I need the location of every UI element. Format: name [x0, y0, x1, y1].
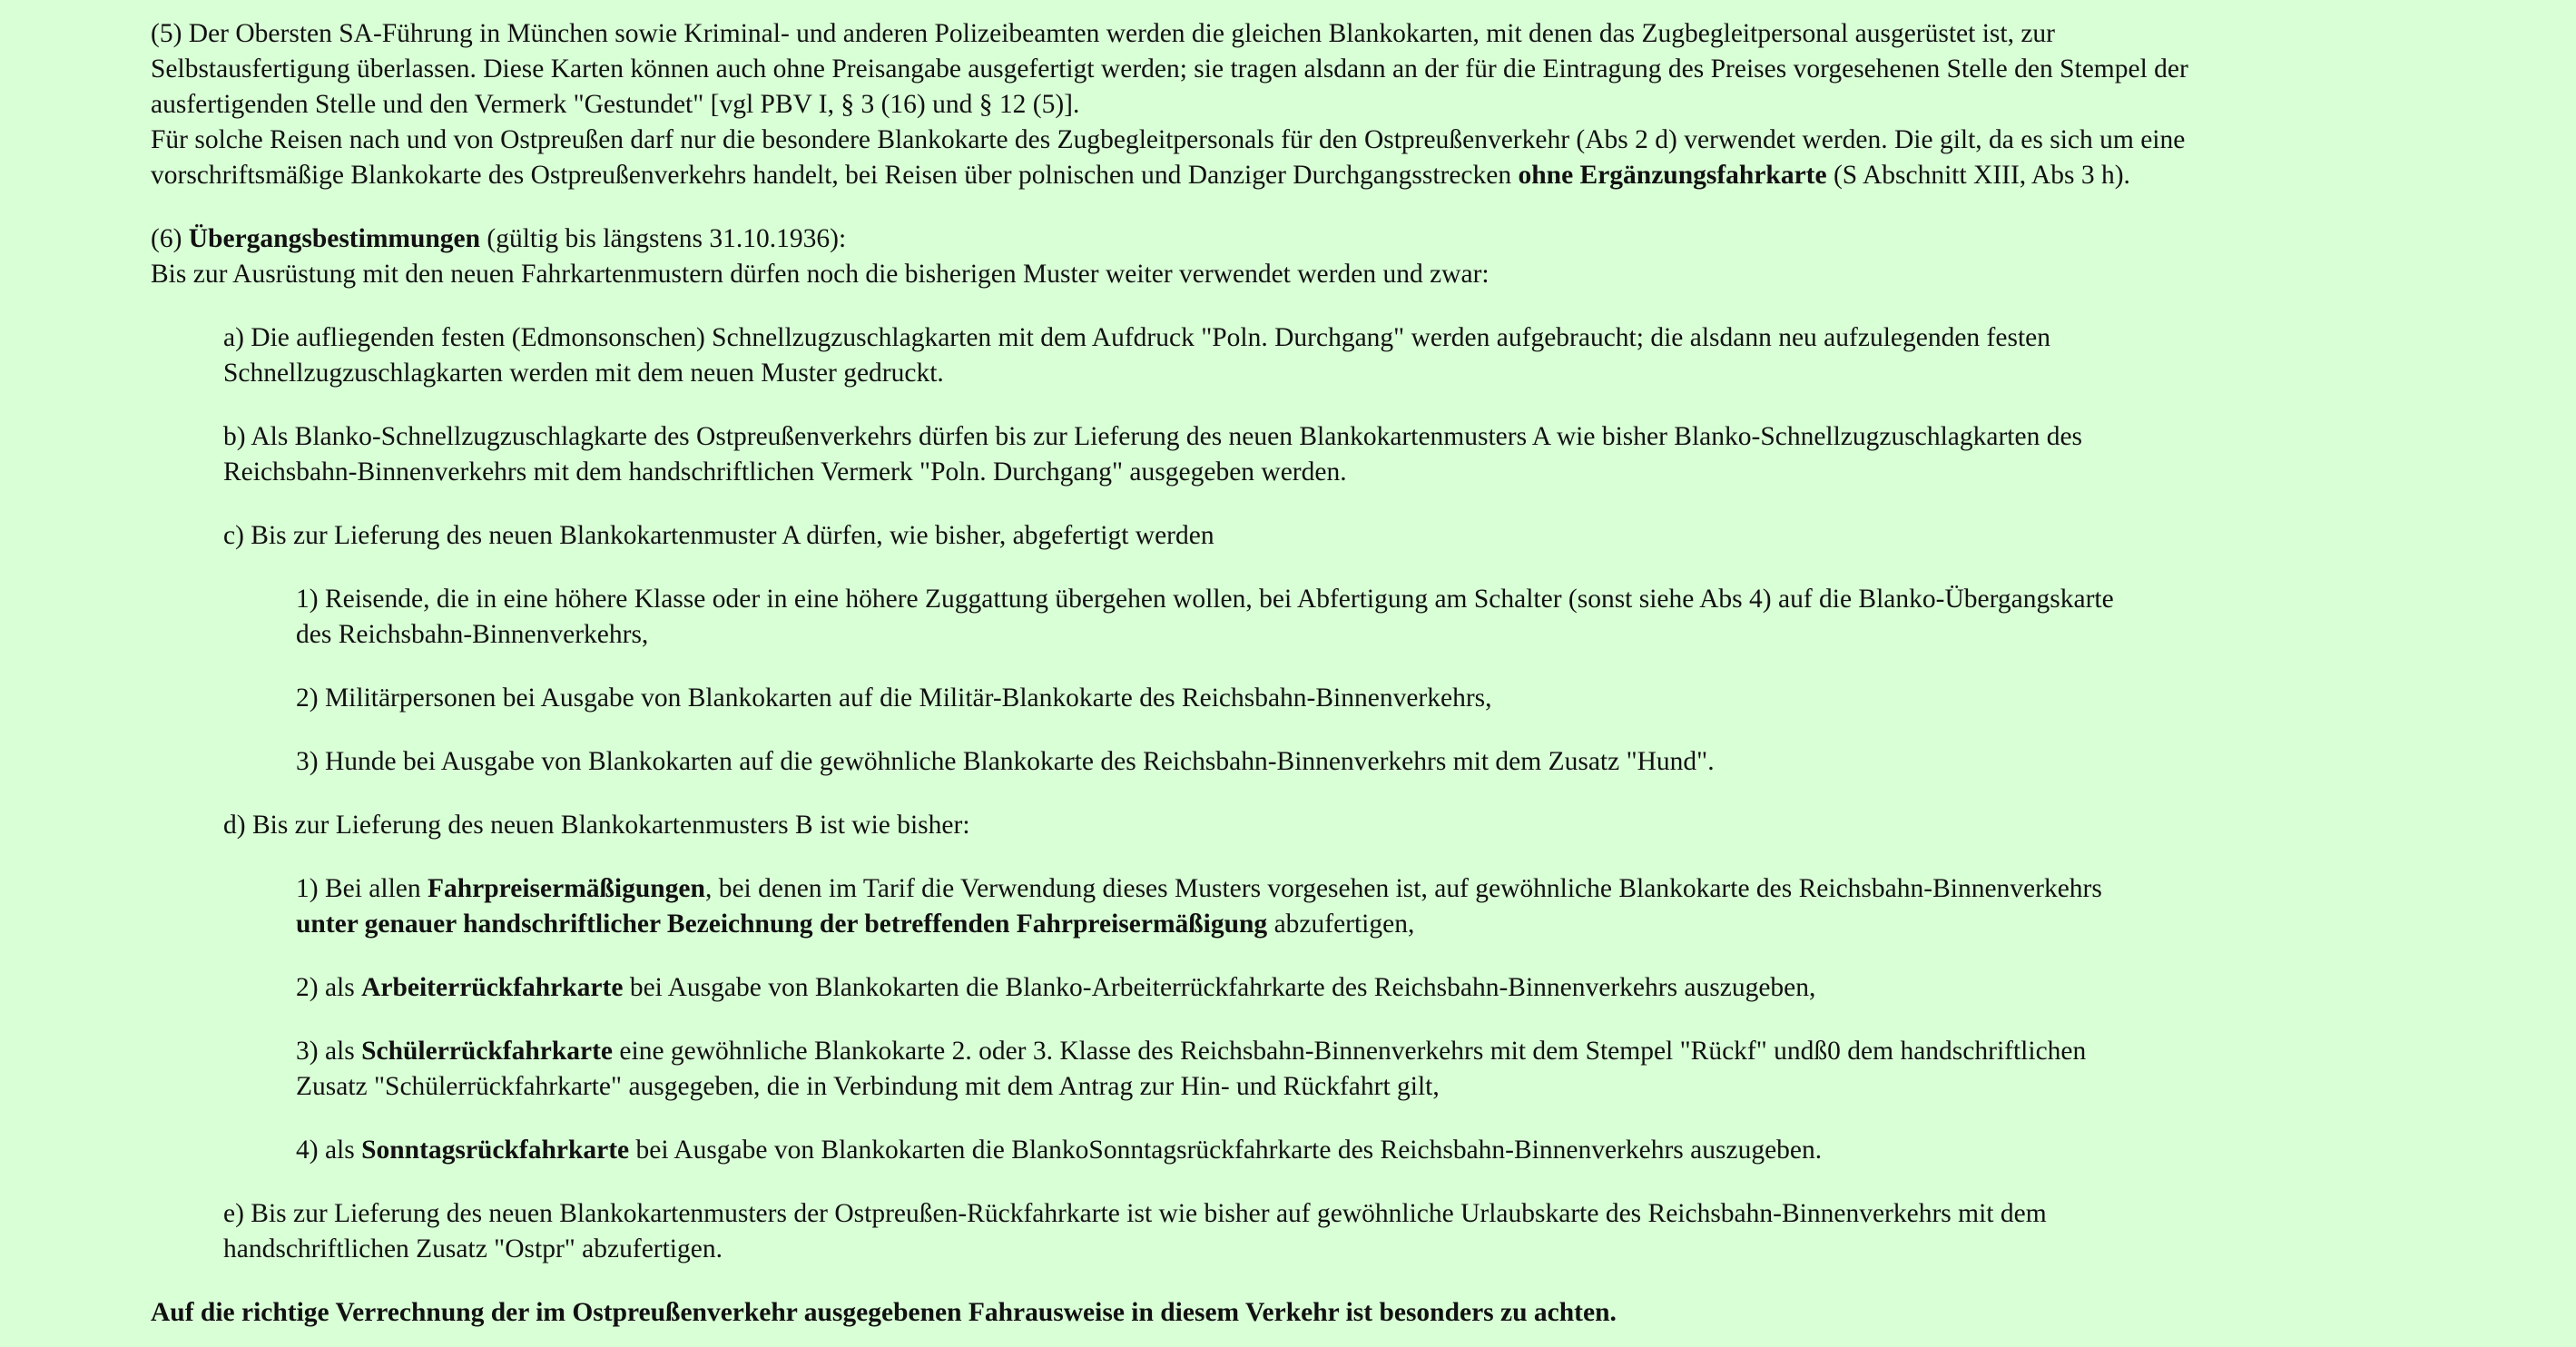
para5-line4: Für solche Reisen nach und von Ostpreußen darf nur die besondere Blankokarte des Zugbegleitpersonals für den Ostpreußenverkehr (Abs 2 d) verwendet werden. Die gilt, da es sich um eine [151, 125, 2186, 154]
closing-note-text: Auf die richtige Verrechnung der im Ostpreußenverkehr ausgegebenen Fahrausweise in diesem Verkehr ist besonders zu achten. [151, 1298, 1617, 1327]
item-a-line2: Schnellzugzuschlagkarten werden mit dem neuen Muster gedruckt. [223, 359, 944, 388]
item-e [223, 1196, 2522, 1267]
para6-prefix: (6) [151, 224, 189, 253]
paragraph-5 [151, 16, 2522, 193]
item-d-sub3-a: 3) als [296, 1037, 362, 1066]
item-c-sub1 [296, 582, 2522, 653]
item-d-sub2-c: bei Ausgabe von Blankokarten die Blanko-Arbeiterrückfahrkarte des Reichsbahn-Binnenverkehrs auszugeben, [623, 973, 1816, 1002]
item-d-sub1-c: , bei denen im Tarif die Verwendung dieses Musters vorgesehen ist, auf gewöhnliche Blankokarte des Reichsbahn-Binnenverkehrs [704, 874, 2102, 903]
closing-note [151, 1295, 2522, 1331]
item-c-sub2: 2) Militärpersonen bei Ausgabe von Blankokarten auf die Militär-Blankokarte des Reichsbahn-Binnenverkehrs, [296, 683, 1492, 713]
item-b [223, 419, 2522, 490]
item-c-sub1-line2: des Reichsbahn-Binnenverkehrs, [296, 620, 649, 649]
item-d-sub3-c: eine gewöhnliche Blankokarte 2. oder 3. Klasse des Reichsbahn-Binnenverkehrs mit dem Stempel "Rückf" undß0 dem handschriftlichen [613, 1037, 2087, 1066]
item-d-sub2 [296, 970, 2522, 1006]
item-d-sub1-bold1: Fahrpreisermäßigungen [428, 874, 705, 903]
item-d-sub1 [296, 871, 2522, 942]
item-d-sub3-d: Zusatz "Schülerrückfahrkarte" ausgegeben, die in Verbindung mit dem Antrag zur Hin- und Rückfahrt gilt, [296, 1072, 1440, 1101]
item-d-sub4-bold: Sonntagsrückfahrkarte [361, 1136, 630, 1165]
para6-intro: Bis zur Ausrüstung mit den neuen Fahrkartenmustern dürfen noch die bisherigen Muster weiter verwendet werden und zwar: [151, 260, 1490, 289]
item-d-sub2-a: 2) als [296, 973, 362, 1002]
item-d-sub1-a: 1) Bei allen [296, 874, 428, 903]
para5-bold-ergaenzungsfahrkarte: ohne Ergänzungsfahrkarte [1518, 161, 1827, 190]
para5-line2: Selbstausfertigung überlassen. Diese Karten können auch ohne Preisangabe ausgefertigt werden; sie tragen alsdann an der für die Eintragung des Preises vorgesehenen Stelle den Stempel der [151, 54, 2188, 84]
item-d-sub3-bold: Schülerrückfahrkarte [361, 1037, 614, 1066]
item-d-sub1-bold2: unter genauer handschriftlicher Bezeichnung der betreffenden Fahrpreisermäßigung [296, 909, 1268, 939]
item-d: d) Bis zur Lieferung des neuen Blankokartenmusters B ist wie bisher: [223, 811, 970, 840]
para5-line3: ausfertigenden Stelle und den Vermerk "Gestundet" [vgl PBV I, § 3 (16) und § 12 (5)]. [151, 90, 1080, 119]
item-e-line1: e) Bis zur Lieferung des neuen Blankokartenmusters der Ostpreußen-Rückfahrkarte ist wie bisher auf gewöhnliche Urlaubskarte des Reichsbahn-Binnenverkehrs mit dem [223, 1199, 2047, 1228]
para5-line1: (5) Der Obersten SA-Führung in München sowie Kriminal- und anderen Polizeibeamten werden die gleichen Blankokarten, mit denen das Zugbegleitpersonal ausgerüstet ist, zur [151, 19, 2056, 48]
item-c-sub3: 3) Hunde bei Ausgabe von Blankokarten auf die gewöhnliche Blankokarte des Reichsbahn-Binnenverkehrs mit dem Zusatz "Hund". [296, 747, 1715, 776]
para5-line5c: (S Abschnitt XIII, Abs 3 h). [1826, 161, 2130, 190]
item-c: c) Bis zur Lieferung des neuen Blankokartenmuster A dürfen, wie bisher, abgefertigt werden [223, 521, 1214, 550]
para6-heading: Übergangsbestimmungen [188, 224, 481, 253]
item-d-sub4-a: 4) als [296, 1136, 362, 1165]
para6-suffix: (gültig bis längstens 31.10.1936): [480, 224, 847, 253]
item-d-sub1-e: abzufertigen, [1267, 909, 1415, 939]
item-d-sub4-c: bei Ausgabe von Blankokarten die BlankoSonntagsrückfahrkarte des Reichsbahn-Binnenverkehrs auszugeben. [629, 1136, 1823, 1165]
item-c-sub1-line1: 1) Reisende, die in eine höhere Klasse oder in eine höhere Zuggattung übergehen wollen, bei Abfertigung am Schalter (sonst siehe Abs 4) auf die Blanko-Übergangskarte [296, 585, 2114, 614]
para5-line5a: vorschriftsmäßige Blankokarte des Ostpreußenverkehrs handelt, bei Reisen über polnischen und Danziger Durchgangsstrecken [151, 161, 1519, 190]
item-b-line1: b) Als Blanko-Schnellzugzuschlagkarte des Ostpreußenverkehrs dürfen bis zur Lieferung des neuen Blankokartenmusters A wie bisher Blanko-Schnellzugzuschlagkarten des [223, 422, 2083, 451]
item-b-line2: Reichsbahn-Binnenverkehrs mit dem handschriftlichen Vermerk "Poln. Durchgang" ausgegeben werden. [223, 457, 1347, 487]
item-a-line1: a) Die aufliegenden festen (Edmonsonschen) Schnellzugzuschlagkarten mit dem Aufdruck "Poln. Durchgang" werden aufgebraucht; die alsdann neu aufzulegenden festen [223, 323, 2050, 352]
item-d-sub4 [296, 1133, 2522, 1168]
item-d-sub3 [296, 1034, 2522, 1105]
paragraph-6-heading [151, 221, 2522, 292]
item-d-sub2-bold: Arbeiterrückfahrkarte [361, 973, 624, 1002]
item-e-line2: handschriftlichen Zusatz "Ostpr" abzufertigen. [223, 1234, 723, 1263]
item-a [223, 320, 2522, 391]
